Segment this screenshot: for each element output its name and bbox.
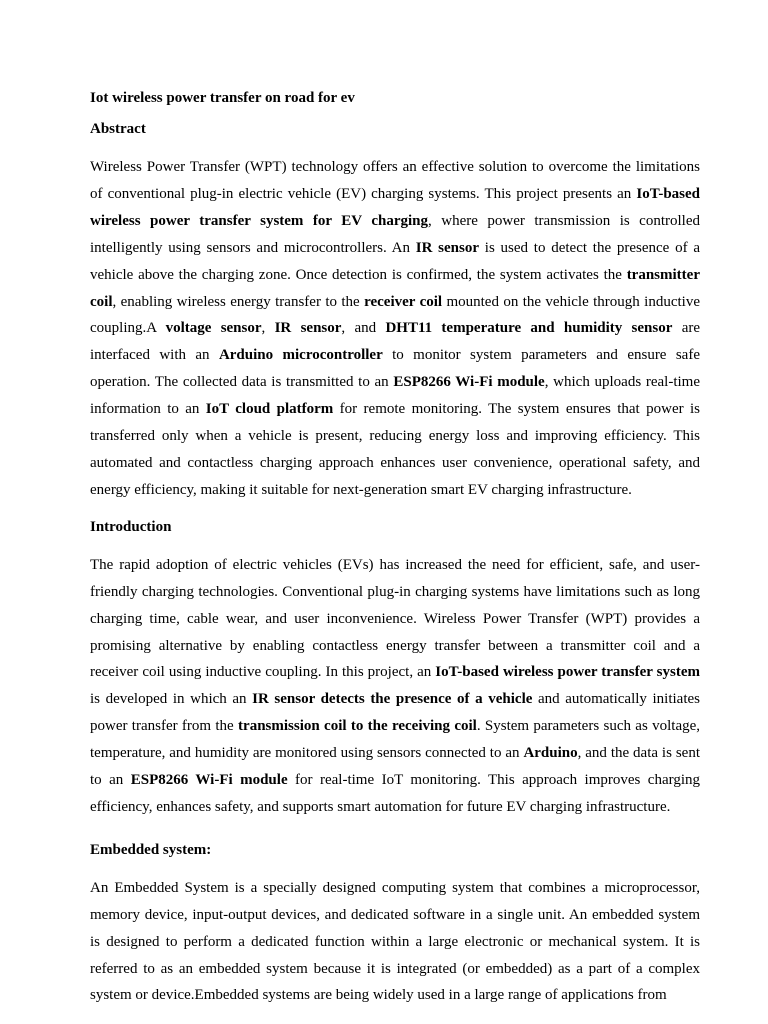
text-run: to monitor system parameters and ensure safe operation. The collected data is transmitted to an: [90, 347, 700, 391]
section-heading-introduction: Introduction: [90, 518, 172, 535]
text-run: . System parameters such as voltage, temperature, and humidity are monitored using sensors connected to an: [90, 718, 701, 762]
text-run: is developed in which an: [90, 691, 253, 708]
bold-term: IoT-based wireless power transfer system for EV charging: [90, 185, 700, 229]
bold-term: IoT cloud platform: [205, 401, 334, 418]
bold-term: ESP8266 Wi-Fi module: [130, 772, 288, 789]
bold-term: IoT-based wireless power transfer system: [435, 664, 700, 681]
bold-term: IR sensor: [274, 320, 342, 337]
text-run: An Embedded System is a specially designed computing system that combines a microprocessor, memory device, input-output devices, and dedicated software in a single unit. An embedded system is designed to perform a dedicated function within a large electronic or mechanical system. It is referred to as an embedded system because it is integrated (or embedded) as a part of a complex system or device.Embedded systems are being widely used in a large range of applications from: [90, 879, 700, 1004]
bold-term: transmission coil to the receiving coil: [238, 718, 477, 735]
text-run: are interfaced with an: [90, 320, 701, 364]
text-run: Wireless Power Transfer (WPT) technology offers an effective solution to overcome the limitations of conventional plug-in electric vehicle (EV) charging systems. This project presents an: [90, 159, 700, 202]
text-run: , enabling wireless energy transfer to the: [112, 293, 365, 310]
section-paragraph-introduction: [90, 552, 700, 821]
text-run: The rapid adoption of electric vehicles (EVs) has increased the need for efficient, safe, and user-friendly charging technologies. Conventional plug-in charging systems have limitations such as long charging time, cable wear, and user inconvenience. Wireless Power Transfer (WPT) provides a promising alternative by enabling contactless energy transfer between a transmitter coil and a receiver coil using inductive coupling. In this project, an: [90, 556, 700, 681]
text-run: ,: [261, 320, 275, 337]
text-run: for real-time IoT monitoring. This approach improves charging efficiency, enhances safety, and supports smart automation for future EV charging infrastructure.: [90, 772, 701, 815]
text-run: , which uploads real-time information to an: [90, 374, 700, 418]
text-run: mounted on the vehicle through inductive coupling.A: [90, 293, 700, 337]
document-page: [90, 86, 700, 1009]
bold-term: Arduino microcontroller: [218, 347, 383, 364]
text-run: , and the data is sent to an: [90, 745, 700, 789]
section-heading-abstract: Abstract: [90, 121, 146, 137]
bold-term: voltage sensor: [165, 320, 262, 337]
text-run: , where power transmission is controlled intelligently using sensors and microcontrollers. An: [90, 212, 700, 256]
text-run: for remote monitoring. The system ensures that power is transferred only when a vehicle is present, reducing energy loss and improving efficiency. This automated and contactless charging approach enhances user convenience, operational safety, and energy efficiency, making it suitable for next-generation smart EV charging infrastructure.: [90, 401, 700, 498]
bold-term: Arduino: [523, 745, 578, 762]
section-paragraph-abstract: [90, 154, 700, 504]
section-paragraph-embedded-system: [90, 875, 700, 1010]
section-heading-embedded-system: Embedded system:: [90, 841, 212, 858]
bold-term: ESP8266 Wi-Fi module: [393, 374, 545, 391]
bold-term: transmitter coil: [90, 266, 700, 310]
text-run: and automatically initiates power transfer from the: [90, 691, 700, 735]
document-title: Iot wireless power transfer on road for ev: [90, 90, 355, 106]
text-run: is used to detect the presence of a vehicle above the charging zone. Once detection is confirmed, the system activates the: [90, 239, 700, 283]
bold-term: IR sensor detects the presence of a vehicle: [252, 691, 533, 708]
bold-term: receiver coil: [364, 293, 443, 310]
bold-term: IR sensor: [415, 239, 480, 256]
text-run: , and: [341, 320, 386, 337]
bold-term: DHT11 temperature and humidity sensor: [385, 320, 673, 337]
